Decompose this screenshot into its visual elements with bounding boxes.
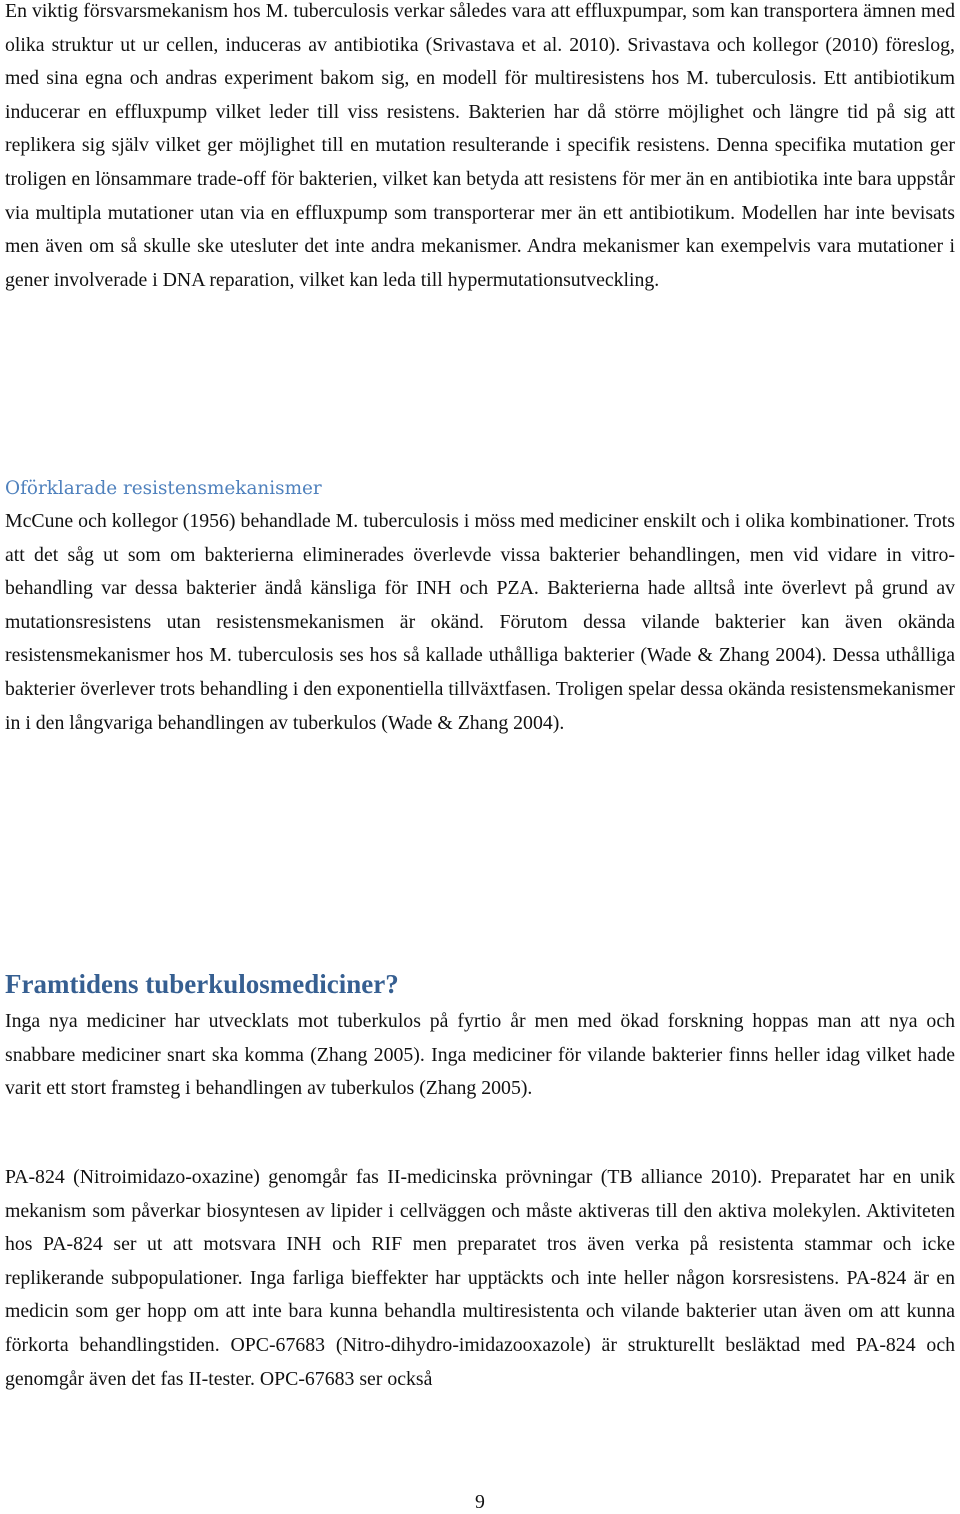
page-number: 9 <box>475 1491 485 1513</box>
body-paragraph: PA-824 (Nitroimidazo-oxazine) genomgår fas II-medicinska prövningar (TB alliance 2010). Preparatet har en unik mekanism som påverkar biosyntesen av lipider i cellväggen och måste aktiveras till den aktiva molekylen. Aktiviteten hos PA-824 ser ut att motsvara INH och RIF men preparatet tros även verka på resistenta stammar och icke replikerande subpopulationer. Inga farliga bieffekter har upptäckts och inte heller någon korsresistens. PA-824 är en medicin som ger hopp om att inte bara kunna behandla multiresistenta och vilande bakterier utan även om att kunna förkorta behandlingstiden. OPC-67683 (Nitro-dihydro-imidazooxazole) är strukturellt besläktad med PA-824 och genomgår även det fas II-tester. OPC-67683 ser också <box>5 1166 955 1390</box>
body-paragraph: En viktig försvarsmekanism hos M. tuberculosis verkar således vara att effluxpumpar, som kan transportera ämnen med olika struktur ut ur cellen, induceras av antibiotika (Srivastava et al. 2010). Srivastava och kollegor (2010) föreslog, med sina egna och andras experiment bakom sig, en modell för multiresistens hos M. tuberculosis. Ett antibiotikum inducerar en effluxpump vilket leder till viss resistens. Bakterien har då större möjlighet och längre tid på sig att replikera sig själv vilket ger möjlighet till en mutation resulterande i specifik resistens. Denna specifika mutation ger troligen en lönsammare trade-off för bakterien, vilket kan betyda att resistens för mer än en antibiotika inte bara uppstår via multipla mutationer utan via en effluxpump som transporterar mer än ett antibiotikum. Modellen har inte bevisats men även om så skulle ske utesluter det inte andra mekanismer. Andra mekanismer kan exempelvis vara mutationer i gener involverade i DNA reparation, vilket kan leda till hypermutationsutveckling. <box>5 0 955 291</box>
body-paragraph: McCune och kollegor (1956) behandlade M. tuberculosis i möss med mediciner enskilt och i olika kombinationer. Trots att det såg ut som om bakterierna eliminerades överlevde vissa bakterier behandlingen, men vid vidare in vitro-behandling var dessa bakterier ändå känsliga för INH och PZA. Bakterierna hade alltså inte överlevt på grund av mutationsresistens utan resistensmekanismen är okänd. Förutom dessa vilande bakterier kan även okända resistensmekanismer hos M. tuberculosis ses hos så kallade uthålliga bakterier (Wade & Zhang 2004). Dessa uthålliga bakterier överlever trots behandling i den exponentiella tillväxtfasen. Troligen spelar dessa okända resistensmekanismer in i den långvariga behandlingen av tuberkulos (Wade & Zhang 2004). <box>5 510 955 734</box>
body-paragraph: Inga nya mediciner har utvecklats mot tuberkulos på fyrtio år men med ökad forskning hoppas man att nya och snabbare mediciner snart ska komma (Zhang 2005). Inga mediciner för vilande bakterier finns heller idag vilket hade varit ett stort framsteg i behandlingen av tuberkulos (Zhang 2005). <box>5 1010 955 1100</box>
section-subheading: Oförklarade resistensmekanismer <box>5 478 322 499</box>
section-heading: Framtidens tuberkulosmediciner? <box>5 969 399 999</box>
